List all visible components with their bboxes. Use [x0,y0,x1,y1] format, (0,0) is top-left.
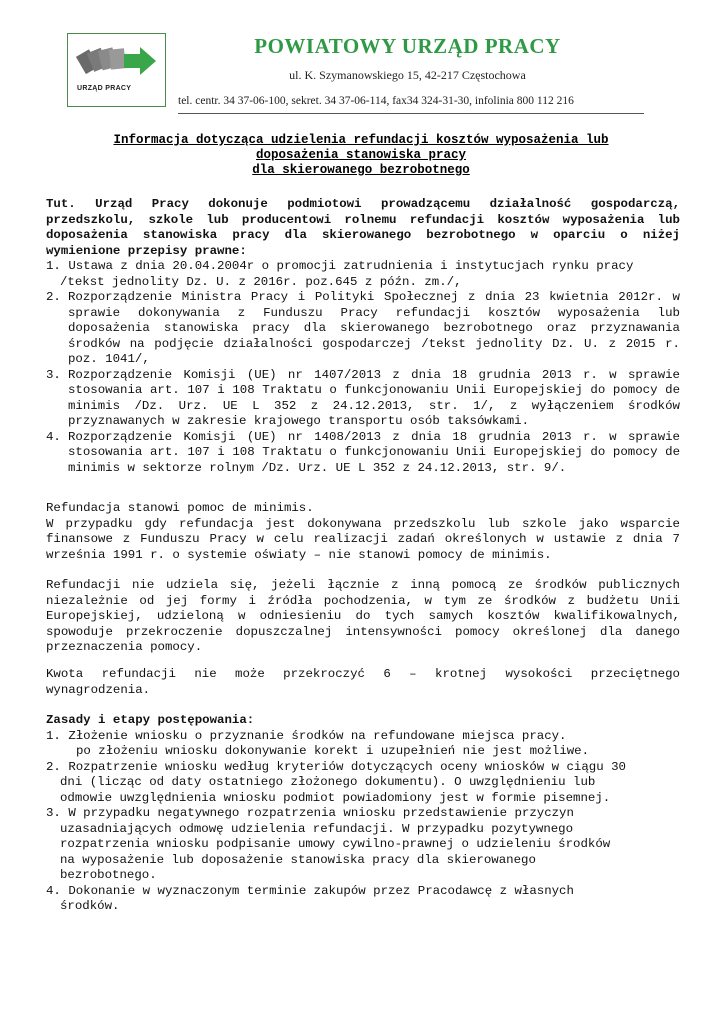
legal-item-3-number: 3. [46,367,61,382]
procedure-item-1-number: 1. [46,728,61,743]
title-line-1: Informacja dotycząca udzielenia refundacji kosztów wyposażenia lub [113,133,609,147]
procedure-item-1-text: Złożenie wniosku o przyznanie środków na refundowane miejsca pracy. [68,728,567,743]
procedure-heading: Zasady i etapy postępowania: [46,713,255,727]
procedure-item-3-line-3: rozpatrzenia wniosku podpisanie umowy cywilno-prawnej o udzieleniu środków [60,837,611,851]
legal-item-3-text: Rozporządzenie Komisji (UE) nr 1407/2013 z dnia 18 grudnia 2013 r. w sprawie stosowania art. 107 i 108 Traktatu o funkcjonowaniu Unii Europejskiej do pomocy de minimis /Dz. Urz. UE L 352 z 24.12.2013, str. 1/, z wyłączeniem środków przyznawanych w zakresie krajowego transportu osób taksówkami. [68,367,680,428]
legal-item-1 [46,259,680,290]
procedure-item-1 [46,729,680,760]
procedure-item-3-line-1 [46,806,680,822]
legal-item-3 [46,368,680,430]
procedure-item-3 [46,806,680,884]
header-divider [178,113,644,114]
legal-item-4-text: Rozporządzenie Komisji (UE) nr 1408/2013 z dnia 18 grudnia 2013 r. w sprawie stosowania art. 107 i 108 Traktatu o funkcjonowaniu Unii Europejskiej do pomocy de minimis w sektorze rolnym /Dz. Urz. UE L 352 z 24.12.2013, str. 9/. [68,429,680,475]
legal-item-1-number: 1. [46,259,61,273]
de-minimis-section [46,501,680,563]
procedure-item-2-line-1 [46,760,680,776]
logo [67,33,166,107]
procedure-item-3-line-5: bezrobotnego. [60,868,157,882]
procedure-item-3-text: W przypadku negatywnego rozpatrzenia wniosku przedstawienie przyczyn [68,806,574,820]
logo-graphic [68,34,165,106]
legal-item-1-line-2: /tekst jednolity Dz. U. z 2016r. poz.645 z późn. zm./, [60,274,462,289]
procedure-item-2-text: Rozpatrzenie wniosku według kryteriów dotyczących oceny wniosków w ciągu 30 [68,759,626,774]
no-refund-paragraph: Refundacji nie udziela się, jeżeli łącznie z inną pomocą ze środków publicznych niezależnie od jej formy i źródła pochodzenia, w tym ze środków z budżetu Unii Europejskiej, udzieloną w odniesieniu do tych samych kosztów kwalifikowalnych, spowoduje przekroczenie dopuszczalnej intensywności pomocy określonej dla danego przeznaczenia pomocy. [46,578,680,654]
document-title [40,133,682,178]
legal-item-1-line-1 [46,259,680,275]
org-address: ul. K. Szymanowskiego 15, 42-217 Częstochowa [289,68,526,82]
refund-amount-paragraph: Kwota refundacji nie może przekroczyć 6 – krotnej wysokości przeciętnego wynagrodzenia. [46,667,680,697]
procedure-item-3-number: 3. [46,806,61,820]
de-minimis-line: Refundacja stanowi pomoc de minimis. [46,501,314,515]
intro-paragraph: Tut. Urząd Pracy dokonuje podmiotowi prowadzącemu działalność gospodarczą, przedszkolu, szkole lub producentowi rolnemu refundacji kosztów wyposażenia lub doposażenia stanowiska pracy dla skierowanego bezrobotnego w oparciu o niżej wymienione przepisy prawne: [46,197,680,258]
procedure-item-4-number: 4. [46,883,61,898]
org-contact: tel. centr. 34 37-06-100, sekret. 34 37-06-114, fax34 324-31-30, infolinia 800 112 216 [178,95,574,107]
de-minimis-paragraph: W przypadku gdy refundacja jest dokonywana przedszkolu lub szkole jako wsparcie finansowe z Funduszu Pracy w celu realizacji zadań określonych w ustawie z dnia 7 września 1991 r. o systemie oświaty – nie stanowi pomocy de minimis. [46,516,680,562]
legal-item-2-number: 2. [46,290,61,304]
legal-basis-list [46,259,680,476]
procedure-item-4-line-1 [46,884,680,900]
procedure-item-3-line-2: uzasadniających odmowę udzielenia refundacji. W przypadku pozytywnego [60,821,574,836]
procedure-item-2-line-2: dni (licząc od daty ostatniego złożonego dokumentu). O uwzględnieniu lub [60,775,596,789]
org-title: POWIATOWY URZĄD PRACY [254,34,561,58]
procedure-item-1-line-1 [46,729,680,745]
logo-text: URZĄD PRACY [77,85,132,92]
procedure-item-2-line-3: odmowie uwzględnienia wniosku podmiot powiadomiony jest w formie pisemnej. [60,790,611,805]
title-line-3: dla skierowanego bezrobotnego [252,163,470,177]
legal-item-4-number: 4. [46,429,61,444]
legal-item-1-text: Ustawa z dnia 20.04.2004r o promocji zatrudnienia i instytucjach rynku pracy [68,259,634,273]
procedure-item-2-number: 2. [46,759,61,774]
procedure-item-1-line-2: po złożeniu wniosku dokonywanie korekt i uzupełnień nie jest możliwe. [76,744,590,758]
procedure-item-2 [46,760,680,807]
legal-item-2 [46,290,680,368]
procedure-item-4-line-2: środków. [60,899,120,913]
procedure-section [46,713,680,915]
procedure-item-3-line-4: na wyposażenie lub doposażenie stanowiska pracy dla skierowanego [60,852,536,867]
procedure-item-4-text: Dokonanie w wyznaczonym terminie zakupów przez Pracodawcę z własnych [68,883,574,898]
title-line-2: doposażenia stanowiska pracy [255,148,467,162]
legal-item-2-text: Rozporządzenie Ministra Pracy i Polityki Społecznej z dnia 23 kwietnia 2012r. w sprawie dokonywania z Funduszu Pracy refundacji kosztów wyposażenia lub doposażenia stanowiska pracy dla skierowanego bezrobotnego oraz przyznawania środków na podjęcie działalności gospodarczej /tekst jednolity Dz. U. z 2015 r. poz. 1041/, [68,290,680,366]
procedure-item-4 [46,884,680,915]
legal-item-4 [46,430,680,477]
